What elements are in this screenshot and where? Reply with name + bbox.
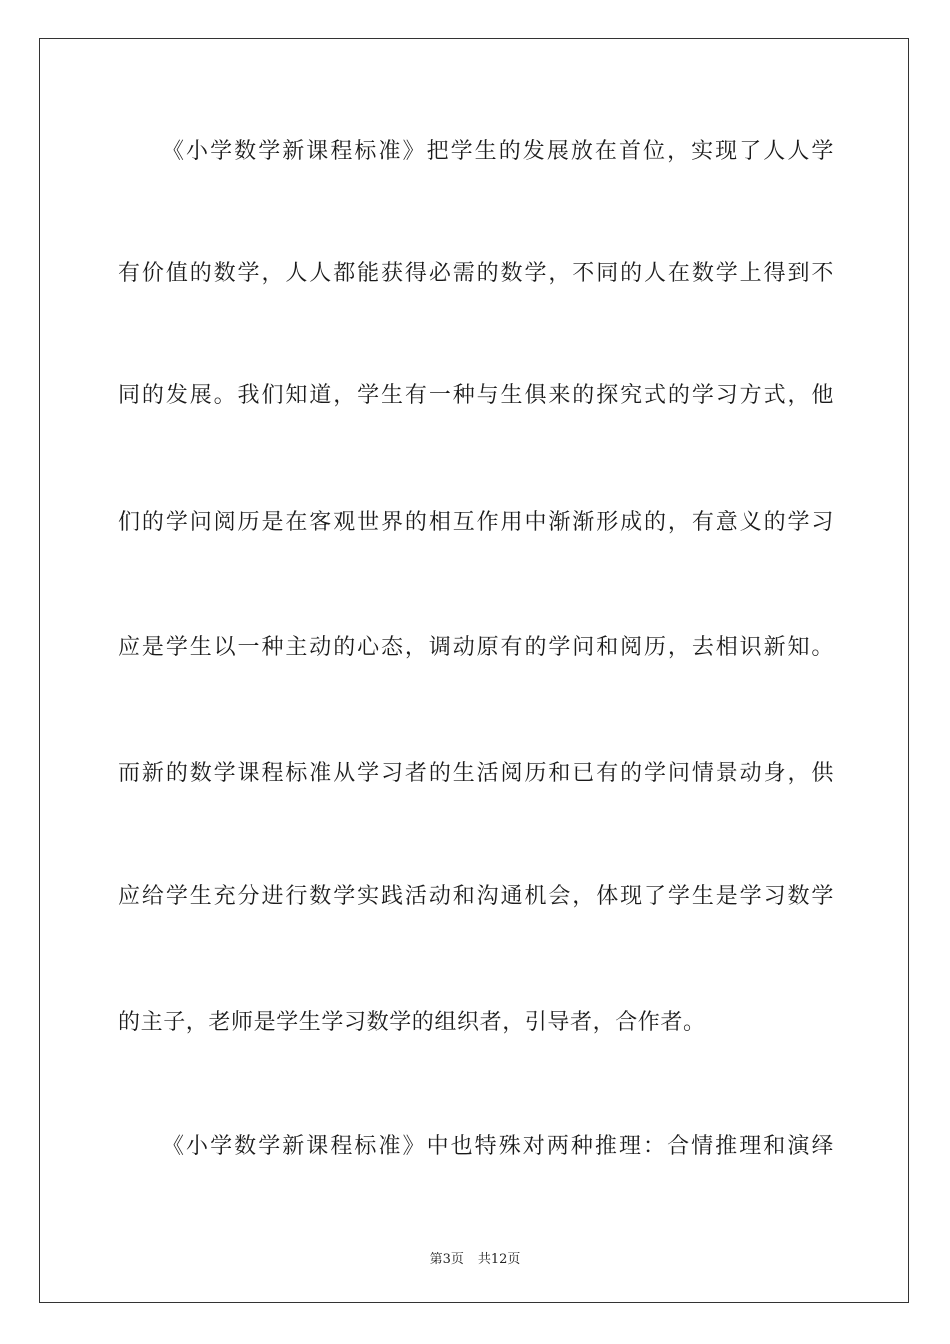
paragraph-1-line-3: 同的发展。我们知道，学生有一种与生俱来的探究式的学习方式，他 [118, 383, 834, 408]
paragraph-1-line-7: 应给学生充分进行数学实践活动和沟通机会，体现了学生是学习数学 [118, 884, 834, 909]
paragraph-1-line-4: 们的学问阅历是在客观世界的相互作用中渐渐形成的，有意义的学习 [118, 510, 834, 535]
paragraph-1-line-1: 《小学数学新课程标准》把学生的发展放在首位，实现了人人学 [162, 139, 834, 164]
page-total: 共12页 [477, 1252, 521, 1267]
paragraph-1-line-2: 有价值的数学，人人都能获得必需的数学，不同的人在数学上得到不 [118, 261, 834, 286]
paragraph-1-line-6: 而新的数学课程标准从学习者的生活阅历和已有的学问情景动身，供 [118, 761, 834, 786]
paragraph-2-line-1: 《小学数学新课程标准》中也特殊对两种推理：合情推理和演绎 [162, 1134, 834, 1159]
paragraph-1-line-5: 应是学生以一种主动的心态，调动原有的学问和阅历，去相识新知。 [118, 635, 834, 660]
page-border [39, 38, 909, 1303]
paragraph-1-line-8: 的主子，老师是学生学习数学的组织者，引导者，合作者。 [118, 1010, 706, 1035]
page-number: 第3页 [429, 1252, 464, 1267]
page-footer [0, 1248, 950, 1267]
